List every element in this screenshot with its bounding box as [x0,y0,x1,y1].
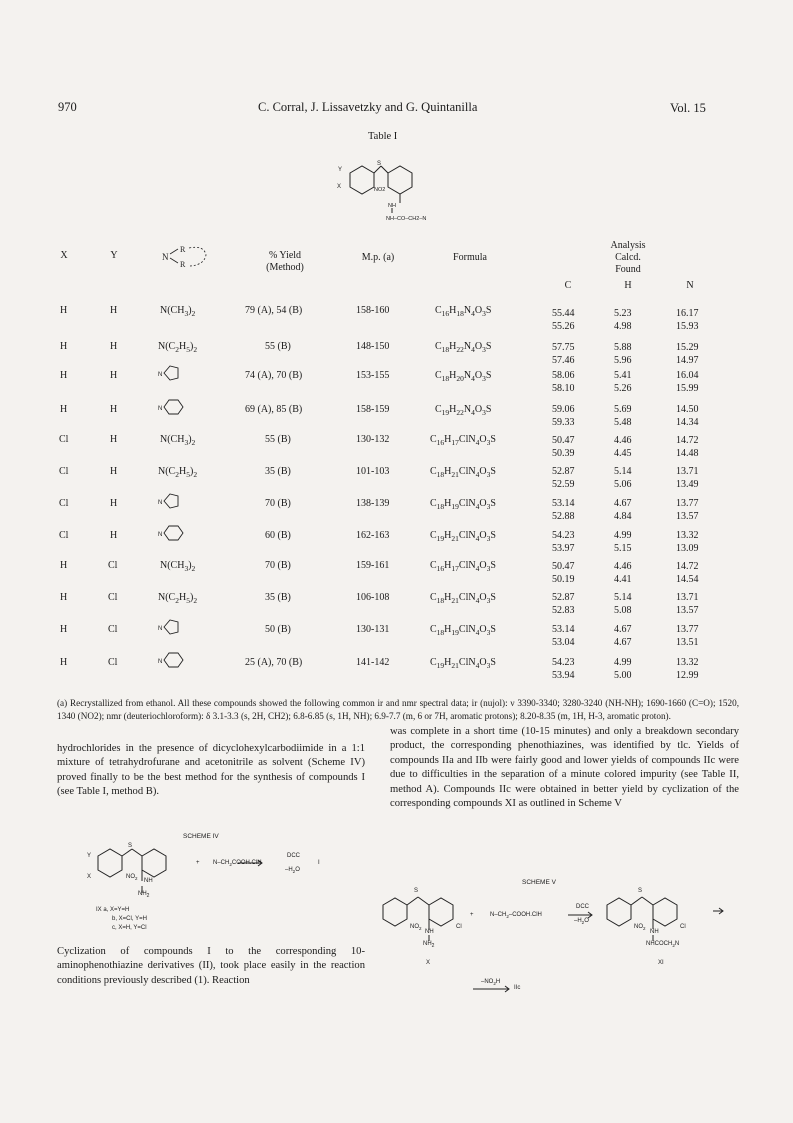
cell-mp: 158-160 [356,305,390,316]
svg-text:N: N [158,406,163,412]
cell-mp: 130-131 [356,624,390,635]
cell-n-found: 13.57 [676,511,699,522]
cell-mp: 130-132 [356,434,390,445]
yield-method-label: (Method) [266,262,304,273]
svg-text:N: N [158,626,163,632]
cell-c-found: 55.26 [552,321,575,332]
cell-c-calcd: 52.87 [552,466,575,477]
cell-h-found: 4.41 [614,574,632,585]
scheme-v-dcc: DCC [576,904,589,910]
left-paragraph-2: Cyclization of compounds I to the corresponding 10-aminophenothiazine derivatives (II), took place easily in the reaction conditions previously described (1). Reaction [57,946,365,986]
scheme-v-product: IIc [514,985,521,991]
cell-n-calcd: 14.50 [676,404,699,415]
ix-legend-c: c, X=H, Y=Cl [112,925,147,931]
cell-formula: $C_{18}H_{21}ClN_4O_3S$ [430,592,496,605]
cell-n-found: 13.49 [676,479,699,490]
compound-x-label: X [426,960,431,966]
page-number: 970 [58,100,77,114]
scheme-v-h2o: $-H_2O$ [574,918,589,926]
cell-h-found: 5.26 [614,383,632,394]
no2-label: $NO_2$ [410,924,422,932]
cell-h-calcd: 5.14 [614,592,632,603]
cell-formula: $C_{18}H_{21}ClN_4O_3S$ [430,466,496,479]
cell-h-calcd: 4.99 [614,657,632,668]
cell-c-calcd: 53.14 [552,624,575,635]
col-header-h: H [624,280,632,291]
cell-yield: 55 (B) [265,434,291,445]
cell-x: H [60,341,68,352]
cell-mp: 162-163 [356,530,390,541]
cell-n-found: 13.51 [676,637,699,648]
nh2-label: $NH_2$ [138,891,150,900]
cell-yield: 60 (B) [265,530,291,541]
col-header-formula: Formula [453,252,487,263]
calcd-label: Calcd. [615,252,641,263]
cell-h-calcd: 5.88 [614,342,632,353]
cell-c-calcd: 50.47 [552,435,575,446]
cell-h-found: 5.08 [614,605,632,616]
cell-h-calcd: 4.67 [614,498,632,509]
scheme-v-hno2: $-NO_2H$ [481,979,501,987]
plus-sign: + [470,912,474,918]
cell-h-found: 5.48 [614,417,632,428]
cell-h-calcd: 4.46 [614,561,632,572]
cell-n-calcd: 13.77 [676,498,699,509]
cell-mp: 101-103 [356,466,390,477]
cell-n-calcd: 16.04 [676,370,699,381]
col-header-y: Y [110,250,118,261]
left-paragraph-1: hydrochlorides in the presence of dicyclohexylcarbodiimide in a 1:1 mixture of tetrahydrofurane and acetonitrile as solvent (Scheme IV) proved finally to be the best method for the synthesis of compounds I (see Table I, method B). [57,743,365,798]
cell-amine: $N(C_2H_5)_2$ [158,466,198,479]
cell-n-calcd: 13.71 [676,592,699,603]
sulfur-label: S [377,161,382,167]
cell-h-found: 4.84 [614,511,632,522]
cell-c-calcd: 55.44 [552,308,575,319]
cell-yield: 50 (B) [265,624,291,635]
cell-amine: $N(CH_3)_2$ [160,560,196,573]
cell-yield: 74 (A), 70 (B) [245,370,303,381]
cell-yield: 70 (B) [265,498,291,509]
col-header-c: C [564,280,572,291]
cell-c-found: 52.88 [552,511,575,522]
cell-h-found: 5.96 [614,355,632,366]
scheme-iv-title: SCHEME IV [183,833,219,840]
cell-c-calcd: 57.75 [552,342,575,353]
sulfur-label: S [638,888,643,894]
cell-c-found: 59.33 [552,417,575,428]
cell-yield: 69 (A), 85 (B) [245,404,303,415]
cell-yield: 79 (A), 54 (B) [245,305,303,316]
no2-label: NO2 [374,187,386,193]
cell-mp: 153-155 [356,370,390,381]
cell-amine: $N(C_2H_5)_2$ [158,341,198,354]
cl-label: Cl [680,924,686,930]
cell-c-calcd: 59.06 [552,404,575,415]
piperidine-ring-icon [158,396,186,418]
analysis-label: Analysis [610,240,646,251]
cell-formula: $C_{19}H_{22}N_4O_3S$ [435,404,492,417]
cell-h-calcd: 5.14 [614,466,632,477]
svg-text:R: R [180,260,186,269]
table-structure-diagram [330,155,470,230]
cell-mp: 138-139 [356,498,390,509]
cell-c-found: 50.39 [552,448,575,459]
cell-y: Cl [108,592,118,603]
cell-y: Cl [108,560,118,571]
cell-amine: $N(CH_3)_2$ [160,305,196,318]
cl-label: Cl [456,924,462,930]
pyrrolidine-ring-icon [158,362,184,384]
ix-legend-b: b, X=Cl, Y=H [112,916,147,922]
cell-c-found: 57.46 [552,355,575,366]
cell-c-found: 53.94 [552,670,575,681]
cell-formula: $C_{16}H_{17}ClN_4O_3S$ [430,560,496,573]
cell-y: H [110,370,118,381]
running-head-authors: C. Corral, J. Lissavetzky and G. Quintanilla [258,100,478,114]
cell-formula: $C_{18}H_{22}N_4O_3S$ [435,341,492,354]
pyrrolidine-ring-icon [158,490,184,512]
cell-formula: $C_{18}H_{19}ClN_4O_3S$ [430,498,496,511]
pyrrolidine-ring-icon [158,616,184,638]
cell-n-found: 15.99 [676,383,699,394]
amine-generic-icon [160,241,212,271]
x-label: X [87,874,92,880]
cell-h-found: 5.15 [614,543,632,554]
y-label: Y [338,167,343,173]
scheme-iv-product: I [318,860,320,866]
cell-x: Cl [59,530,69,541]
scheme-v-title: SCHEME V [522,879,556,886]
no2-label: $NO_2$ [634,924,646,932]
cell-y: Cl [108,657,118,668]
cell-c-found: 50.19 [552,574,575,585]
col-header-analysis [598,240,658,276]
sulfur-label: S [414,888,419,894]
cell-n-found: 13.09 [676,543,699,554]
cell-c-found: 53.97 [552,543,575,554]
svg-text:N: N [158,372,163,378]
svg-text:N: N [162,252,169,262]
cell-y: H [110,404,118,415]
cell-h-found: 4.67 [614,637,632,648]
cell-n-found: 12.99 [676,670,699,681]
cell-n-found: 15.93 [676,321,699,332]
cell-n-calcd: 13.71 [676,466,699,477]
cell-c-calcd: 54.23 [552,657,575,668]
cell-h-calcd: 4.99 [614,530,632,541]
cell-n-calcd: 13.32 [676,530,699,541]
cell-h-found: 4.98 [614,321,632,332]
yield-label: % Yield [268,250,302,261]
cell-n-found: 14.34 [676,417,699,428]
cell-x: H [60,404,68,415]
cell-formula: $C_{16}H_{18}N_4O_3S$ [435,305,492,318]
cell-amine: $N(C_2H_5)_2$ [158,592,198,605]
col-header-mp: M.p. (a) [361,252,395,263]
col-header-yield [250,250,320,274]
cell-y: H [110,530,118,541]
nh-label: NH [650,929,659,935]
cell-formula: $C_{19}H_{21}ClN_4O_3S$ [430,657,496,670]
cell-c-found: 53.04 [552,637,575,648]
scheme-iv-reagent: $N-CH_2COOH.ClH$ [213,860,262,868]
cell-h-calcd: 5.41 [614,370,632,381]
col-header-x: X [60,250,68,261]
cell-n-calcd: 15.29 [676,342,699,353]
sulfur-label: S [128,843,133,849]
cell-n-calcd: 13.77 [676,624,699,635]
cell-x: H [60,305,68,316]
cell-h-found: 5.06 [614,479,632,490]
cell-x: Cl [59,498,69,509]
cell-c-found: 52.83 [552,605,575,616]
svg-text:N: N [158,532,163,538]
nh2-label: $NH_2$ [423,941,435,950]
cell-x: H [60,657,68,668]
table-title: Table I [368,131,398,142]
cell-formula: $C_{18}H_{19}ClN_4O_3S$ [430,624,496,637]
nh-label: NH [388,203,396,209]
cell-c-calcd: 58.06 [552,370,575,381]
cell-x: H [60,370,68,381]
side-chain-label: NH–CO–CH2–N [386,216,427,222]
cell-y: H [110,305,118,316]
cell-formula: $C_{16}H_{17}ClN_4O_3S$ [430,434,496,447]
cell-x: Cl [59,434,69,445]
cell-c-calcd: 54.23 [552,530,575,541]
volume-label: Vol. 15 [670,101,706,115]
plus-sign: + [196,860,200,866]
cell-yield: 25 (A), 70 (B) [245,657,303,668]
nh-label: NH [144,878,153,884]
col-header-n: N [686,280,694,291]
piperidine-ring-icon [158,649,186,671]
cell-n-calcd: 14.72 [676,561,699,572]
cell-y: H [110,466,118,477]
x-label: X [337,184,342,190]
cell-n-calcd: 16.17 [676,308,699,319]
cell-y: Cl [108,624,118,635]
cell-n-calcd: 13.32 [676,657,699,668]
nh-label: NH [425,929,434,935]
cell-n-found: 14.54 [676,574,699,585]
cell-c-calcd: 52.87 [552,592,575,603]
cell-amine: $N(CH_3)_2$ [160,434,196,447]
cell-h-calcd: 4.46 [614,435,632,446]
cell-n-calcd: 14.72 [676,435,699,446]
cell-c-calcd: 53.14 [552,498,575,509]
scheme-iv-h2o: $-H_2O$ [285,867,300,875]
cell-h-calcd: 5.23 [614,308,632,319]
cell-mp: 141-142 [356,657,390,668]
found-label: Found [615,264,641,275]
cell-y: H [110,434,118,445]
cell-c-found: 58.10 [552,383,575,394]
cell-x: H [60,624,68,635]
side-chain-label: $NHCOCH_2N$ [646,941,680,949]
cell-yield: 70 (B) [265,560,291,571]
cell-formula: $C_{19}H_{21}ClN_4O_3S$ [430,530,496,543]
cell-formula: $C_{18}H_{20}N_4O_3S$ [435,370,492,383]
cell-yield: 35 (B) [265,466,291,477]
cell-mp: 158-159 [356,404,390,415]
cell-c-found: 52.59 [552,479,575,490]
scheme-v-reagent: $N-CH_2-COOH.ClH$ [490,912,542,920]
cell-n-found: 14.97 [676,355,699,366]
cell-x: H [60,592,68,603]
cell-y: H [110,498,118,509]
cell-h-found: 4.45 [614,448,632,459]
cell-y: H [110,341,118,352]
svg-text:R: R [180,245,186,254]
table-footnote: (a) Recrystallized from ethanol. All these compounds showed the following common ir and nmr spectral data; ir (nujol): ν 3390-3340; 3280-3240 (NH-NH); 1690-1660 (C=O); 1520, 1340 (NO2); nmr (deuteriochloroform): δ 3.1-3.3 (s, 2H, CH2); 6.8-6.85 (s, 1H, NH); 6.9-7.7 (m, 6 or 7H, aromatic protons); 8.20-8.35 (m, 1H, H-3, aromatic proton). [57,698,739,721]
cell-n-found: 13.57 [676,605,699,616]
cell-mp: 159-161 [356,560,390,571]
no2-label: $NO_2$ [126,874,138,882]
cell-yield: 55 (B) [265,341,291,352]
cell-h-calcd: 4.67 [614,624,632,635]
cell-h-found: 5.00 [614,670,632,681]
scheme-iv-dcc: DCC [287,853,300,859]
compound-xi-label: XI [658,960,664,966]
ix-legend-a: IX a, X=Y=H [96,907,130,913]
cell-n-found: 14.48 [676,448,699,459]
cell-yield: 35 (B) [265,592,291,603]
cell-mp: 106-108 [356,592,390,603]
cell-x: H [60,560,68,571]
cell-c-calcd: 50.47 [552,561,575,572]
svg-text:N: N [158,500,163,506]
cell-h-calcd: 5.69 [614,404,632,415]
cell-mp: 148-150 [356,341,390,352]
right-paragraph-1: was complete in a short time (10-15 minutes) and only a breakdown secondary product, the corresponding phenothiazines, was identified by tlc. Yields of compounds IIa and IIb were fairly good and lower yields of compounds IIc were due to difficulties in the separation of a minute colored impurity (see Table II, method A). Compounds IIc were obtained in better yield by cyclization of the corresponding compounds XI as outlined in Scheme V [390,726,739,810]
cell-x: Cl [59,466,69,477]
svg-text:N: N [158,659,163,665]
y-label: Y [87,853,92,859]
piperidine-ring-icon [158,522,186,544]
